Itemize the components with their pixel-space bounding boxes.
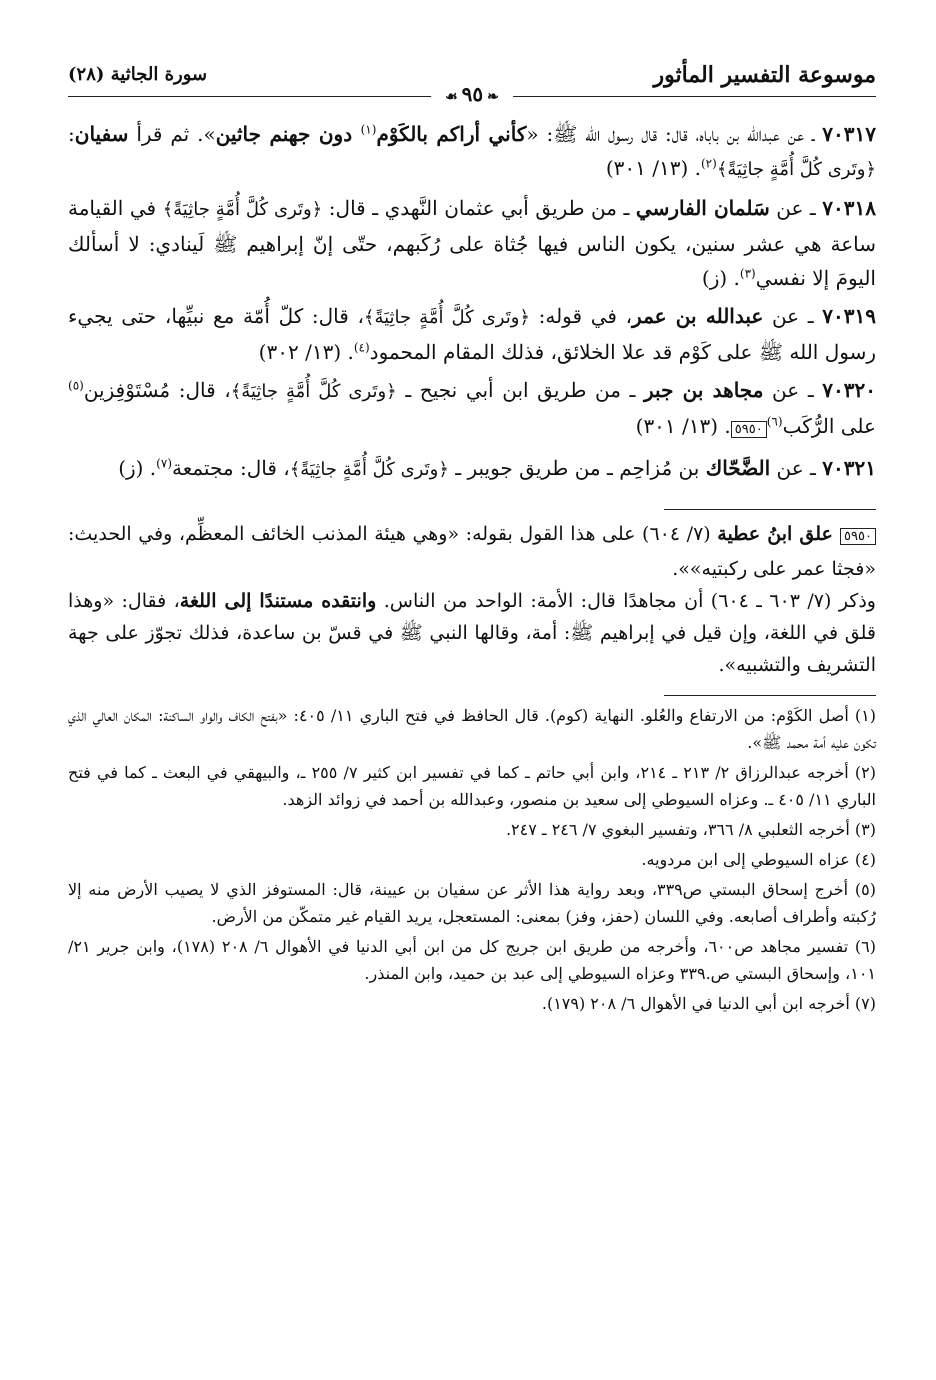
entry xyxy=(68,117,876,187)
entry-number: ٧٠٣١٩ xyxy=(822,304,876,328)
footnote-mark: (٣) xyxy=(739,266,756,281)
footnote: (٥) أخرج إسحاق البستي ص٣٣٩، وبعد رواية هذا الأثر عن سفيان بن عيينة، قال: المستوفز الذي لا يصيب الأرض منه إلا رُكبته وأطراف أصابعه. وفي اللسان (حفز، وفز) بمعنى: المستعجل، يريد القيام غير متمكّن من الأرض. xyxy=(68,880,876,926)
entry-text: ، قال: مُسْتَوْفِزين xyxy=(83,378,231,402)
hadith-text: كأني أراكم بالكَوْم xyxy=(376,122,527,146)
sura-name: سورة الجاثية (٢٨) xyxy=(68,64,208,85)
commentary-ref-box: ٥٩٥٠ xyxy=(731,421,767,438)
book-title: موسوعة التفسير المأثور xyxy=(653,62,876,88)
footnote-mark: (٤) xyxy=(353,340,370,355)
entry-text: ـ عن عبدالله بن باباه، قال: قال رسول الله ﷺ: « xyxy=(526,122,823,146)
entry xyxy=(68,373,876,447)
page-number: ٩٥ xyxy=(461,82,484,106)
entry-text: على الرُّكَب xyxy=(782,414,876,438)
entry-text: ، في قوله: xyxy=(529,304,633,328)
entry-text: ، قال: كلّ أُمّة مع نبيِّها، حتى يجيء رسول الله ﷺ على كَوْم قد علا الخلائق، فذلك المقام المحمود xyxy=(68,304,876,364)
entry-number: ٧٠٣٢٠ xyxy=(822,378,877,402)
page-header xyxy=(68,60,876,106)
commentary-number-box: ٥٩٥٠ xyxy=(840,528,876,545)
entry-text: ، قال: مجتمعة xyxy=(172,456,290,480)
entry-text: ـ عن xyxy=(769,196,823,220)
footnote-mark: (١) xyxy=(360,122,377,137)
footnote-mark: (٢) xyxy=(700,156,717,171)
volume-ref: . (١٣/ ٣٠٢) xyxy=(258,340,354,364)
footnote-mark: (٥) xyxy=(68,378,84,393)
footnote-mark: (٧) xyxy=(156,456,172,471)
entry-number: ٧٠٣٢١ xyxy=(822,456,876,480)
quran-verse: ﴿وتَرى كُلَّ أُمَّةٍ جاثِيَةً﴾ xyxy=(162,199,323,220)
entry-text: ـ عن xyxy=(770,456,823,480)
volume-ref: . (ز) xyxy=(118,456,157,480)
footnote: (٤) عزاه السيوطي إلى ابن مردويه. xyxy=(641,850,876,869)
footnote: (٦) تفسير مجاهد ص٦٠٠، وأخرجه من طريق ابن جريج كل من ابن أبي الدنيا في الأهوال ٦/ ٢٠٨ (١٧٨)، وابن جرير ٢١/ ١٠١، وإسحاق البستي ص.٣٣٩ وعزاه السيوطي إلى عبد بن حميد، وابن المنذر. xyxy=(68,937,877,983)
quran-verse: ﴿وتَرى كُلَّ أُمَّةٍ جاثِيَةً﴾ xyxy=(363,307,530,328)
footnotes xyxy=(68,702,876,1017)
commentary-paragraph xyxy=(68,518,876,585)
footnote-divider xyxy=(664,695,876,696)
commentary xyxy=(68,518,876,681)
commentary-bold: علق ابنُ عطية xyxy=(717,523,841,545)
narrator-name: الضَّحّاك xyxy=(705,456,771,480)
entry-text: : xyxy=(68,122,75,146)
entry-text: ـ من طريق ابن أبي نجيح ـ xyxy=(396,378,645,402)
footnote: (١) أصل الكَوْم: من الارتفاع والعُلو. النهاية (كوم). قال الحافظ في فتح الباري ١١/ ٤٠٥: «بفتح الكاف والواو الساكنة: المكان العالي الذي تكون عليه أمة محمد ﷺ». xyxy=(68,706,876,752)
ornament-icon: ☙ xyxy=(445,89,458,105)
page-number-wrap xyxy=(431,82,513,106)
entry-number: ٧٠٣١٨ xyxy=(822,196,876,220)
narrator-name: عبدالله بن عمر xyxy=(632,304,764,328)
footnote: (٣) أخرجه الثعلبي ٨/ ٣٦٦، وتفسير البغوي ٧/ ٢٤٦ ـ ٢٤٧. xyxy=(505,820,876,839)
commentary-text: وذكر (٧/ ٦٠٣ ـ ٦٠٤) أن مجاهدًا قال: الأمة: الواحد من الناس. xyxy=(376,590,876,612)
hadith-text: دون جهنم جاثين xyxy=(215,122,361,146)
entry-text: في القيامة ساعة هي عشر سنين، يكون الناس فيها جُثاة على رُكَبهم، حتّى إنّ إبراهيم ﷺ لَينادي: لا أسألك اليومَ إلا نفسي xyxy=(68,196,876,290)
entry-text: بن مُزاحِم ـ من طريق جويبر ـ xyxy=(448,456,706,480)
quran-verse: ﴿وتَرى كُلَّ أُمَّةٍ جاثِيَةً﴾ xyxy=(716,159,876,180)
volume-ref: . (١٣/ ٣٠١) xyxy=(605,156,701,180)
commentary-bold: وانتقده مستندًا إلى اللغة xyxy=(179,590,377,612)
commentary-paragraph xyxy=(68,585,876,681)
section-divider xyxy=(664,509,876,510)
footnote-mark: (٦) xyxy=(766,414,783,429)
entry-number: ٧٠٣١٧ xyxy=(822,122,877,146)
footnote: (٧) أخرجه ابن أبي الدنيا في الأهوال ٦/ ٢٠٨ (١٧٩). xyxy=(541,994,876,1013)
entries xyxy=(68,117,876,487)
quran-verse: ﴿وتَرى كُلَّ أُمَّةٍ جاثِيَةً﴾ xyxy=(289,459,449,480)
commentary-text: ، فقال: «وهذا قلق في اللغة، وإن قيل في إبراهيم ﷺ: أمة، وقالها النبي ﷺ في قسّ بن ساعدة، فذلك تجوّز على جهة التشريف والتشبيه». xyxy=(68,590,876,676)
quran-verse: ﴿وتَرى كُلَّ أُمَّةٍ جاثِيَةً﴾ xyxy=(230,381,397,402)
narrator-name: سفيان xyxy=(74,122,129,146)
entry-text: ـ عن xyxy=(763,304,823,328)
narrator-name: سَلمان الفارسي xyxy=(635,196,770,220)
entry xyxy=(68,451,876,487)
page xyxy=(68,60,876,1020)
entry-text: ـ من طريق أبي عثمان النَّهدي ـ قال: xyxy=(322,196,636,220)
entry-text: ـ عن xyxy=(763,378,823,402)
entry xyxy=(68,191,876,295)
entry-text: ». ثم قرأ xyxy=(128,122,216,146)
footnote: (٢) أخرجه عبدالرزاق ٢/ ٢١٣ ـ ٢١٤، وابن أبي حاتم ـ كما في تفسير ابن كثير ٧/ ٢٥٥ ـ، والبيهقي في البعث ـ كما في فتح الباري ١١/ ٤٠٥ ـ. وعزاه السيوطي إلى سعيد بن منصور، وعبدالله بن أحمد في زوائد الزهد. xyxy=(68,763,877,809)
commentary-text: (٧/ ٦٠٤) على هذا القول بقوله: «وهي هيئة المذنب الخائف المعظِّم، وفي الحديث: «فجثا عمر على ركبتيه»». xyxy=(68,523,876,580)
volume-ref: . (١٣/ ٣٠١) xyxy=(635,414,731,438)
ornament-icon: ❧ xyxy=(487,89,499,105)
narrator-name: مجاهد بن جبر xyxy=(644,378,764,402)
entry xyxy=(68,299,876,369)
volume-ref: . (ز) xyxy=(701,266,740,290)
